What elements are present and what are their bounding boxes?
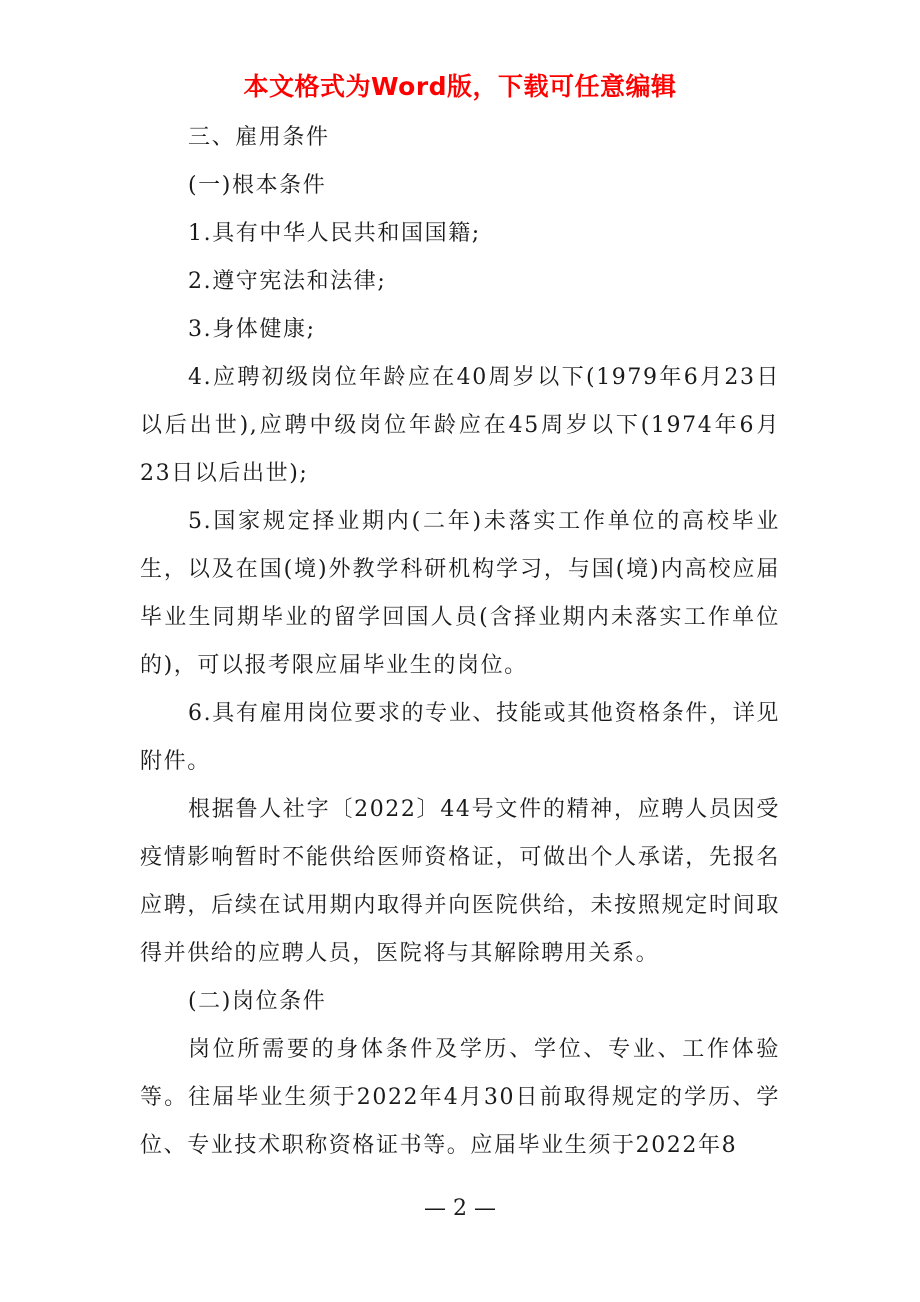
condition-item-5: 5.国家规定择业期内(二年)未落实工作单位的高校毕业生，以及在国(境)外教学科研机构学习，与国(境)内高校应届毕业生同期毕业的留学回国人员(含择业期内未落实工作单位的)，可以报考限应届毕业生的岗位。 xyxy=(140,509,780,678)
condition-item-4: 4.应聘初级岗位年龄应在40周岁以下(1979年6月23日以后出世),应聘中级岗位年龄应在45周岁以下(1974年6月23日以后出世); xyxy=(140,365,780,486)
condition-item-6: 6.具有雇用岗位要求的专业、技能或其他资格条件，详见附件。 xyxy=(140,701,780,774)
page-number: — 2 — xyxy=(424,1196,496,1221)
format-notice-banner: 本文格式为Word版，下载可任意编辑 xyxy=(243,72,677,101)
section-heading-employment-conditions: 三、雇用条件 xyxy=(188,125,330,150)
position-conditions-paragraph: 岗位所需要的身体条件及学历、学位、专业、工作体验等。往届毕业生须于2022年4月30日前取得规定的学历、学位、专业技术职称资格证书等。应届毕业生须于2022年8 xyxy=(140,1037,780,1158)
subsection-heading-position-conditions: (二)岗位条件 xyxy=(188,989,327,1014)
subsection-heading-basic-conditions: (一)根本条件 xyxy=(188,173,327,198)
condition-item-3: 3.身体健康; xyxy=(188,317,316,342)
condition-item-1: 1.具有中华人民共和国国籍; xyxy=(188,221,481,246)
policy-note-paragraph: 根据鲁人社字〔2022〕44号文件的精神，应聘人员因受疫情影响暂时不能供给医师资格证，可做出个人承诺，先报名应聘，后续在试用期内取得并向医院供给，未按照规定时间取得并供给的应聘人员，医院将与其解除聘用关系。 xyxy=(140,797,780,966)
document-body xyxy=(140,114,780,1170)
condition-item-2: 2.遵守宪法和法律; xyxy=(188,269,387,294)
